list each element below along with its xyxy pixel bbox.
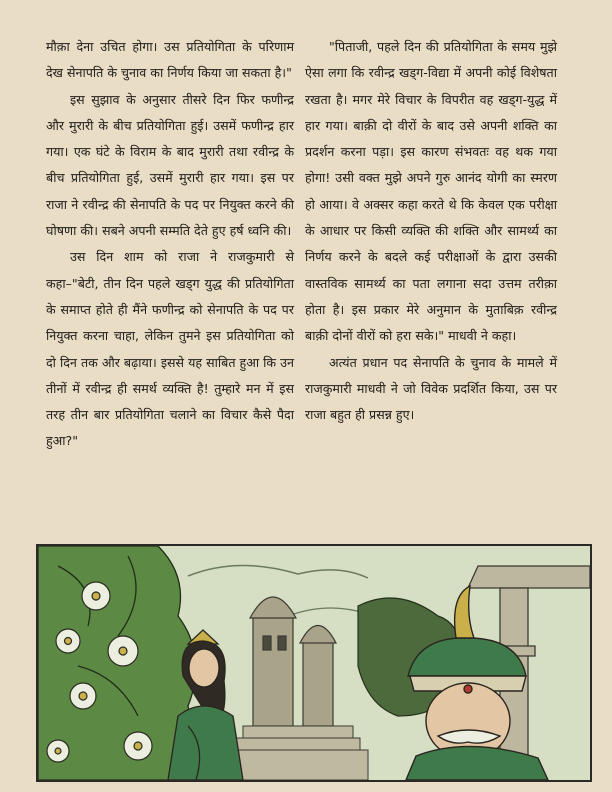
story-illustration bbox=[36, 544, 592, 782]
left-paragraph-3: उस दिन शाम को राजा ने राजकुमारी से कहा–"बेटी, तीन दिन पहले खड्ग युद्ध की प्रतियोगिता के समाप्त होते ही मैंने फणीन्द्र को सेनापति के पद पर नियुक्त करना चाहा, लेकिन तुमने इस प्रतियोगिता को दो दिन तक और बढ़ाया। इससे यह साबित हुआ कि उन तीनों में रवीन्द्र ही समर्थ व्यक्ति है! तुम्हारे मन में इस तरह तीन बार प्रतियोगिता चलाने का विचार कैसे पैदा हुआ?" bbox=[46, 249, 294, 449]
right-text-column bbox=[305, 34, 557, 428]
princess-and-king-illustration-icon bbox=[38, 546, 590, 780]
left-paragraph-2: इस सुझाव के अनुसार तीसरे दिन फिर फणीन्द्र और मुरारी के बीच प्रतियोगिता हुई। उसमें फणीन्द्र हार गया। एक घंटे के विराम के बाद मुरारी तथा रवीन्द्र के बीच प्रतियोगिता हुई, उसमें मुरारी हार गया। इस पर राजा ने रवीन्द्र की सेनापति के पद पर नियुक्त करने की घोषणा की। सबने अपनी सम्मति देते हुए हर्ष ध्वनि की। bbox=[46, 91, 294, 239]
left-paragraph-1: मौक़ा देना उचित होगा। उस प्रतियोगिता के परिणाम देख सेनापति के चुनाव का निर्णय किया जा सकता है।" bbox=[46, 39, 294, 81]
right-paragraph-2: अत्यंत प्रधान पद सेनापति के चुनाव के मामले में राजकुमारी माधवी ने जो विवेक प्रदर्शित किया, उस पर राजा बहुत ही प्रसन्न हुए। bbox=[305, 354, 557, 423]
left-text-column bbox=[46, 34, 294, 455]
right-paragraph-1: "पिताजी, पहले दिन की प्रतियोगिता के समय मुझे ऐसा लगा कि रवीन्द्र खड्ग-विद्या में अपनी कोई विशेषता रखता है। मगर मेरे विचार के विपरीत वह खड्ग-युद्ध में हार गया। बाक़ी दो वीरों के बाद उसे अपनी शक्ति का प्रदर्शन करना पड़ा। इस कारण संभवतः वह थक गया होगा! उसी वक्त मुझे अपने गुरु आनंद योगी का स्मरण हो आया। वे अक्सर कहा करते थे कि केवल एक परीक्षा के आधार पर किसी व्यक्ति की शक्ति और सामर्थ्य का निर्णय करने के बदले कई परीक्षाओं के द्वारा उसकी वास्तविक सामर्थ्य का पता लगाना सदा उत्तम तरीक़ा होता है। इस प्रकार मेरे अनुमान के मुताबिक़ रवीन्द्र बाक़ी दोनों वीरों को हरा सके।" माधवी ने कहा। bbox=[305, 39, 557, 344]
